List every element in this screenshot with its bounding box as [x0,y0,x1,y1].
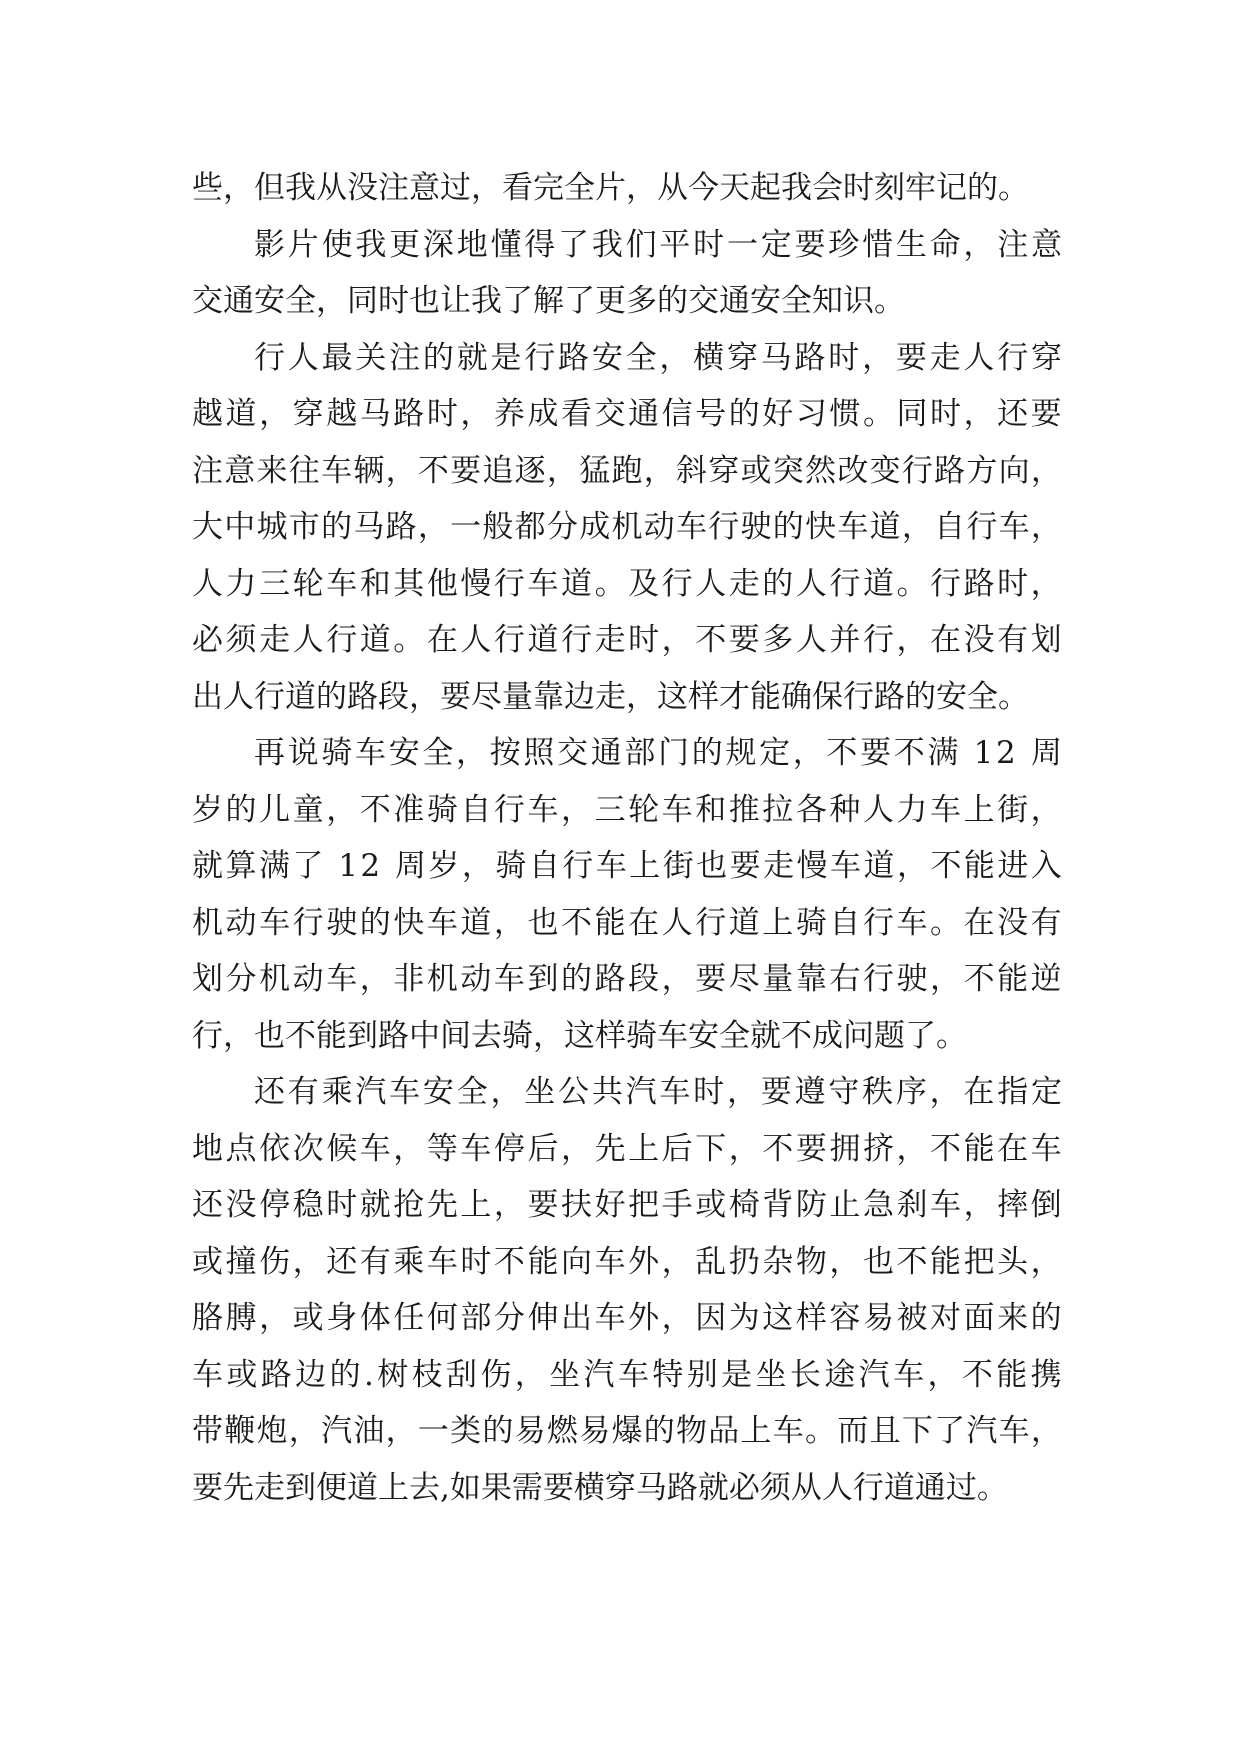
text-line: 影 片 使 我 更 深 地 懂 得 了 我 们 平 时 一 定 要 珍 惜 生 命 ， 注 意 [254,226,1062,263]
text-line: 车 或 路 边 的 . 树 枝 刮 伤 ， 坐 汽 车 特 别 是 坐 长 途 汽 车 ， 不 能 携 [192,1356,1062,1393]
document-body [192,160,1062,1516]
text-line: 机 动 车 行 驶 的 快 车 道 ， 也 不 能 在 人 行 道 上 骑 自 行 车 。 在 没 有 [192,904,1062,941]
text-line: 带 鞭 炮 ， 汽 油 ， 一 类 的 易 燃 易 爆 的 物 品 上 车 。 而 且 下 了 汽 车 ， [192,1413,1062,1449]
text-line: 还 没 停 稳 时 就 抢 先 上 ， 要 扶 好 把 手 或 椅 背 防 止 急 刹 车 ， 摔 倒 [192,1187,1062,1223]
text-line: 还 有 乘 汽 车 安 全 ， 坐 公 共 汽 车 时 ， 要 遵 守 秩 序 ， 在 指 定 [254,1074,1062,1110]
text-line: 再 说 骑 车 安 全 ， 按 照 交 通 部 门 的 规 定 ， 不 要 不 满 1 2 周 [254,735,1062,771]
text-line: 大 中 城 市 的 马 路 ， 一 般 都 分 成 机 动 车 行 驶 的 快 车 道 ， 自 行 车 ， [192,509,1062,545]
text-line: 或 撞 伤 ， 还 有 乘 车 时 不 能 向 车 外 ， 乱 扔 杂 物 ， 也 不 能 把 头 ， [192,1243,1062,1280]
text-line: 胳 膊 ， 或 身 体 任 何 部 分 伸 出 车 外 ， 因 为 这 样 容 易 被 对 面 来 的 [192,1300,1062,1336]
text-line: 要先走到便道上去,如果需要横穿马路就必须从人行道通过。 [192,1469,1008,1506]
text-line: 越 道 ， 穿 越 马 路 时 ， 养 成 看 交 通 信 号 的 好 习 惯 。 同 时 ， 还 要 [192,396,1062,432]
text-line: 出人行道的路段，要尽量靠边走，这样才能确保行路的安全。 [192,678,1029,715]
text-line: 就 算 满 了 1 2 周 岁 ， 骑 自 行 车 上 街 也 要 走 慢 车 道 ， 不 能 进 入 [192,848,1062,884]
text-line: 行，也不能到路中间去骑，这样骑车安全就不成问题了。 [192,1017,967,1054]
text-line: 划 分 机 动 车 ， 非 机 动 车 到 的 路 段 ， 要 尽 量 靠 右 行 驶 ， 不 能 逆 [192,961,1062,997]
text-line: 交通安全，同时也让我了解了更多的交通安全知识。 [192,283,905,319]
text-line: 注 意 来 往 车 辆 ， 不 要 追 逐 ， 猛 跑 ， 斜 穿 或 突 然 改 变 行 路 方 向 ， [192,452,1062,489]
text-line: 行 人 最 关 注 的 就 是 行 路 安 全 ， 横 穿 马 路 时 ， 要 走 人 行 穿 [254,339,1062,376]
text-line: 地 点 依 次 候 车 ， 等 车 停 后 ， 先 上 后 下 ， 不 要 拥 挤 ， 不 能 在 车 [192,1130,1062,1167]
text-line: 人 力 三 轮 车 和 其 他 慢 行 车 道 。 及 行 人 走 的 人 行 道 。 行 路 时 ， [192,565,1062,602]
text-line: 必 须 走 人 行 道 。 在 人 行 道 行 走 时 ， 不 要 多 人 并 行 ， 在 没 有 划 [192,622,1062,658]
text-line: 岁 的 儿 童 ， 不 准 骑 自 行 车 ， 三 轮 车 和 推 拉 各 种 人 力 车 上 街 ， [192,791,1062,828]
text-line: 些，但我从没注意过，看完全片，从今天起我会时刻牢记的。 [192,170,1029,206]
